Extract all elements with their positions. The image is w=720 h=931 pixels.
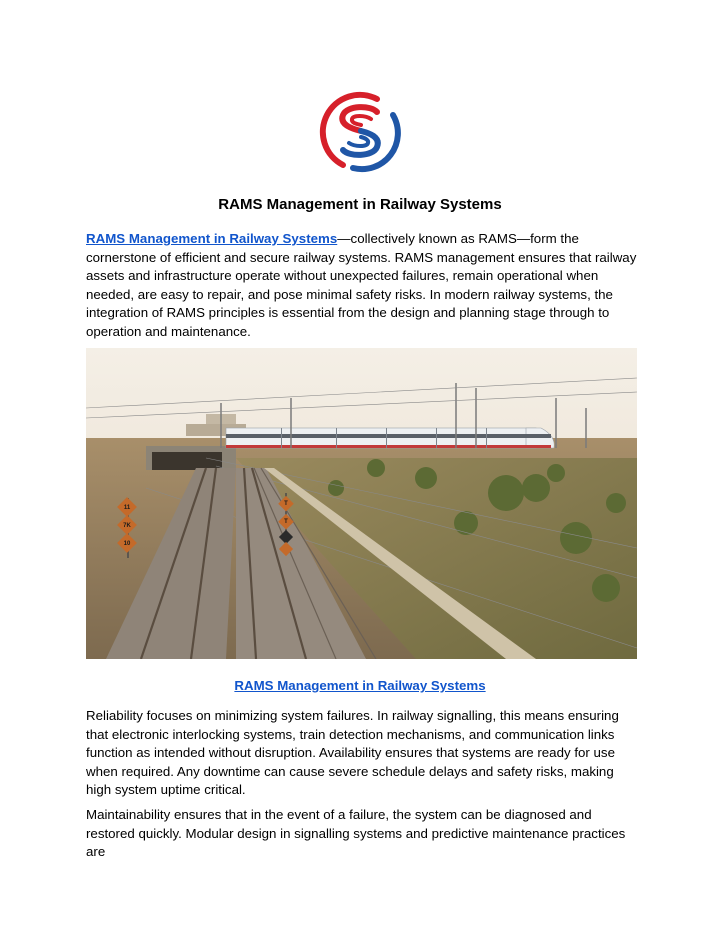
maintainability-paragraph: Maintainability ensures that in the event of a failure, the system can be diagnosed and restored quickly. Modular design in signalling systems and predictive maintenance practices are: [86, 807, 626, 860]
page-title: RAMS Management in Railway Systems: [218, 196, 502, 213]
railway-train-photo: [86, 348, 637, 659]
sign-label: 7K: [123, 523, 131, 529]
image-caption: [0, 678, 720, 693]
caption-link[interactable]: RAMS Management in Railway Systems: [234, 678, 486, 693]
intro-text: —collectively known as RAMS—form the cornerstone of efficient and secure railway systems. RAMS management ensures that railway assets and infrastructure operate without unexpected failures, remain operational when needed, are easy to repair, and pose minimal safety risks. In modern railway systems, the integration of RAMS principles is essential from the design and planning stage through to operation and maintenance.: [86, 231, 637, 339]
sign-label: 10: [123, 541, 131, 547]
sign-label: T: [284, 519, 288, 525]
sign-label: 11: [123, 505, 131, 511]
sign-label: T: [284, 501, 288, 507]
s-circle-logo-icon: [313, 85, 407, 179]
intro-paragraph: [86, 230, 641, 342]
rams-link[interactable]: RAMS Management in Railway Systems: [86, 231, 338, 246]
reliability-paragraph: Reliability focuses on minimizing system failures. In railway signalling, this means ensuring that electronic interlocking systems, train detection mechanisms, and communication links function as intended without disruption. Availability ensures that systems are ready for use when required. Any downtime can cause severe schedule delays and safety risks, making high system uptime critical.: [86, 708, 619, 798]
